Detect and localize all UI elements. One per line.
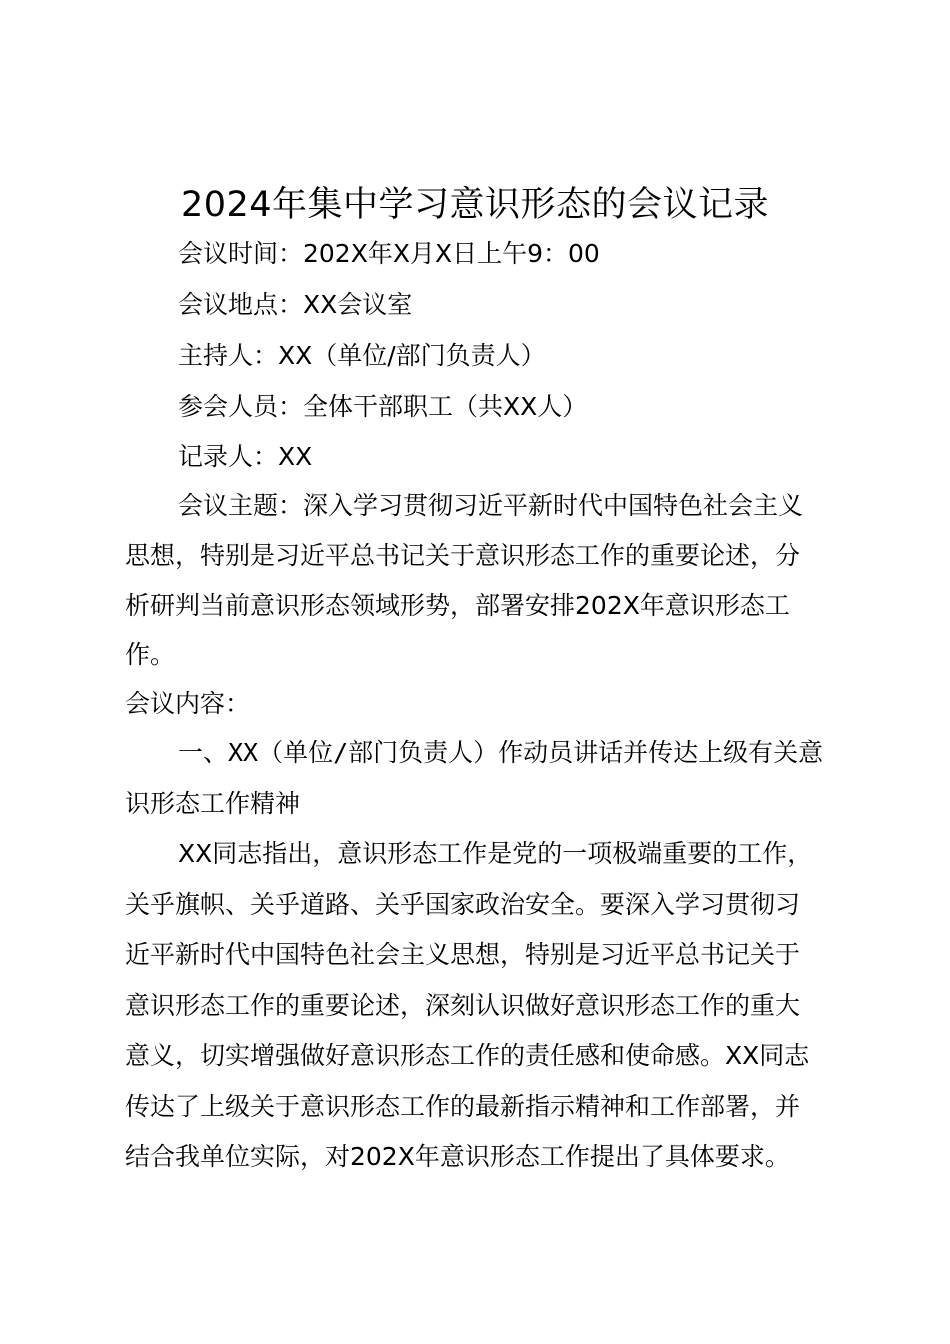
section-heading-line: 识形态工作精神 [125,789,301,818]
body-line: XX同志指出，意识形态工作是党的一项极端重要的工作， [178,839,813,868]
body-line: 结合我单位实际，对202X年意识形态工作提出了具体要求。 [125,1142,790,1171]
body-line: 传达了上级关于意识形态工作的最新指示精神和工作部署，并 [125,1092,801,1121]
body-line: 关乎旗帜、关乎道路、关乎国家政治安全。要深入学习贯彻习 [125,890,801,919]
meeting-attendees: 参会人员：全体干部职工（共XX人） [178,392,588,421]
body-line: 意识形态工作的重要论述，深刻认识做好意识形态工作的重大 [125,991,801,1020]
section-heading-line: 一、XX（单位/部门负责人）作动员讲话并传达上级有关意 [178,738,824,767]
meeting-host: 主持人：XX（单位/部门负责人） [178,341,546,370]
content-label: 会议内容： [125,689,251,718]
theme-line: 思想，特别是习近平总书记关于意识形态工作的重要论述，分 [125,541,801,570]
meeting-recorder: 记录人：XX [178,442,313,471]
body-line: 意义，切实增强做好意识形态工作的责任感和使命感。XX同志 [125,1041,810,1070]
meeting-place: 会议地点：XX会议室 [178,290,413,319]
theme-line: 会议主题：深入学习贯彻习近平新时代中国特色社会主义 [178,491,804,520]
document-title: 2024年集中学习意识形态的会议记录 [180,185,770,225]
theme-line: 作。 [125,640,176,669]
meeting-time: 会议时间：202X年X月X日上午9：00 [178,239,600,268]
body-line: 近平新时代中国特色社会主义思想，特别是习近平总书记关于 [125,940,801,969]
theme-line: 析研判当前意识形态领域形势，部署安排202X年意识形态工 [125,591,790,620]
